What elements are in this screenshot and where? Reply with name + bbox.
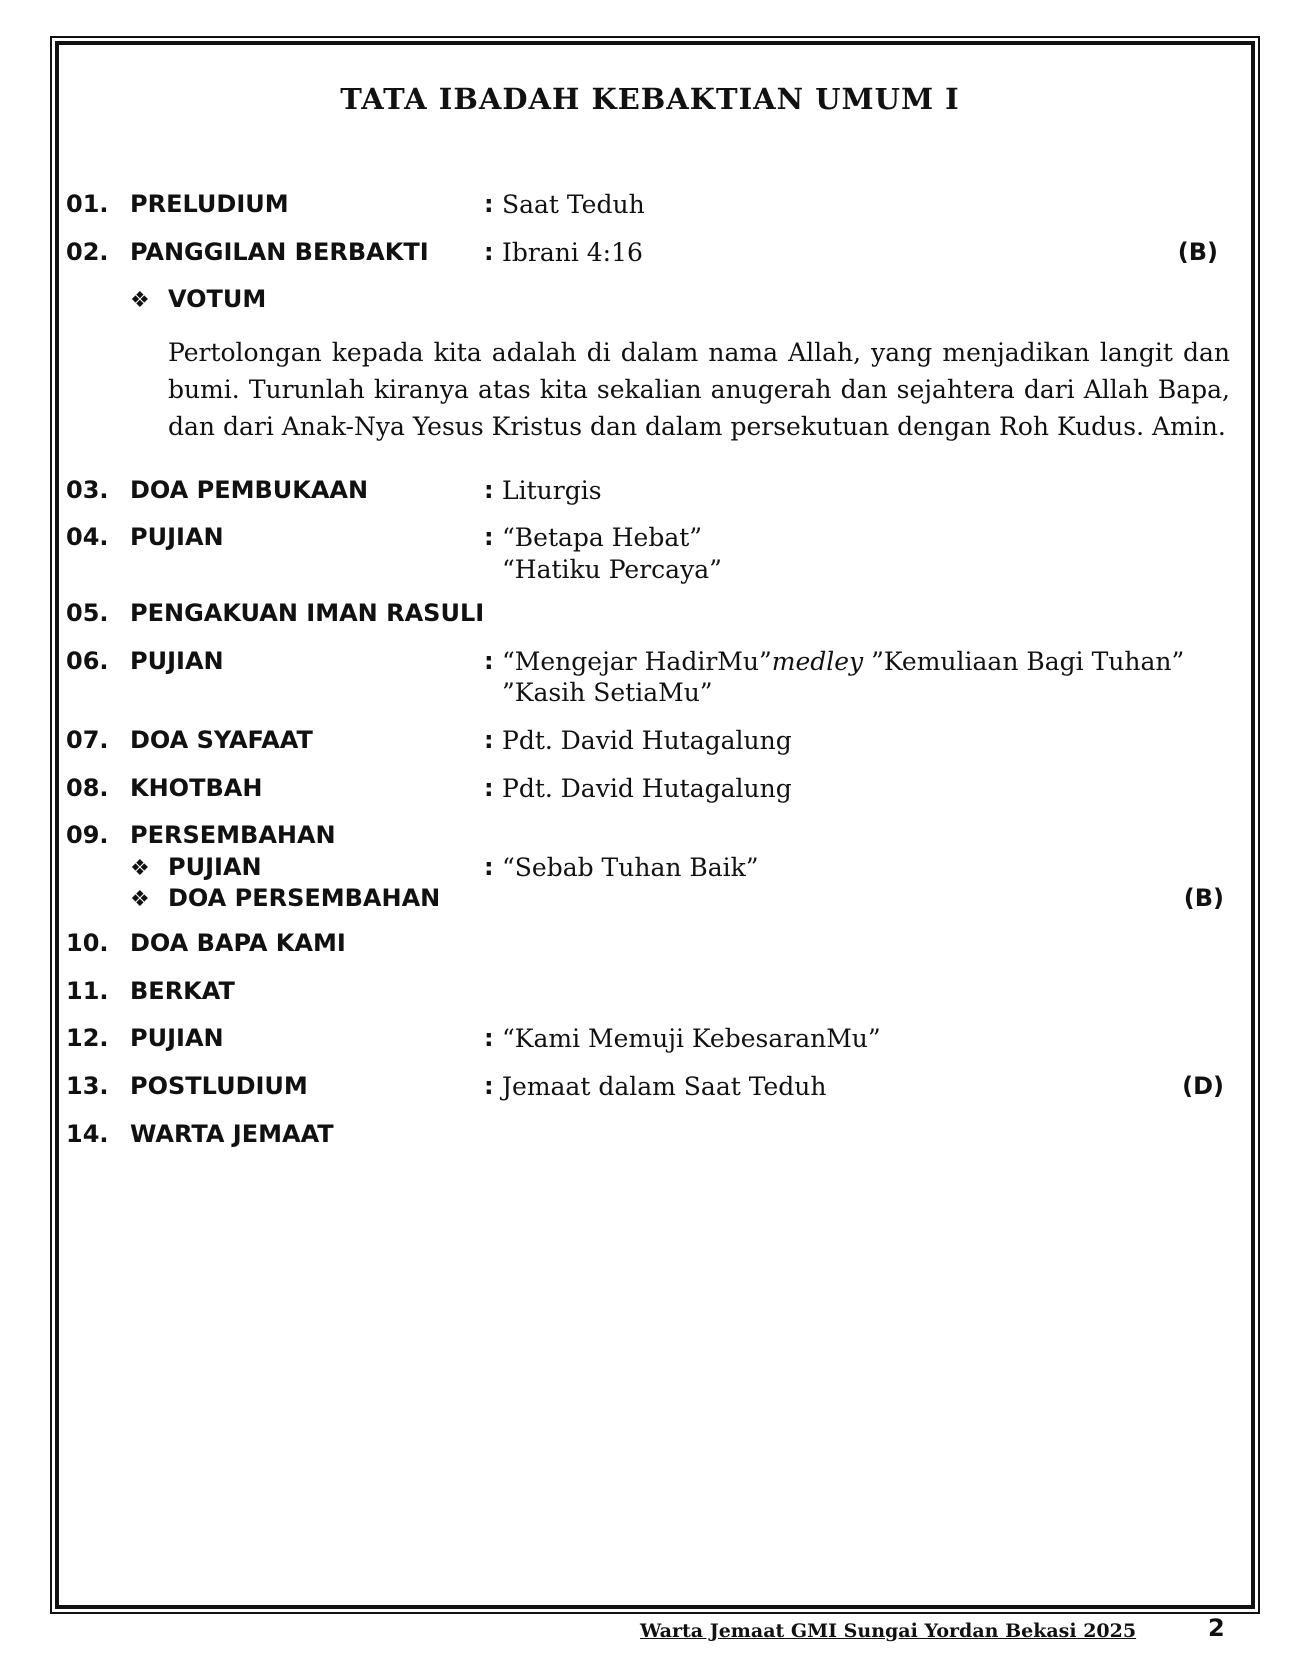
item-label: DOA PEMBUKAAN bbox=[130, 476, 369, 504]
footer-text: Warta Jemaat GMI Sungai Yordan Bekasi 2025 bbox=[640, 1620, 1137, 1642]
item-number: 05. bbox=[66, 599, 109, 627]
item-colon: : bbox=[484, 774, 494, 802]
item-value: “Betapa Hebat” bbox=[502, 523, 703, 552]
order-item-13 bbox=[0, 1072, 1300, 1108]
item-number: 14. bbox=[66, 1120, 109, 1148]
item-number: 01. bbox=[66, 190, 109, 218]
item-label: KHOTBAH bbox=[130, 774, 263, 802]
order-item-04-line2 bbox=[0, 555, 1300, 591]
item-number: 13. bbox=[66, 1072, 109, 1100]
item-label: PRELUDIUM bbox=[130, 190, 289, 218]
item-number: 09. bbox=[66, 821, 109, 849]
order-item-07 bbox=[0, 726, 1300, 762]
item-number: 08. bbox=[66, 774, 109, 802]
order-item-06-line2 bbox=[0, 678, 1300, 714]
votum-heading bbox=[0, 285, 1300, 321]
item-colon: : bbox=[484, 190, 494, 218]
order-item-04 bbox=[0, 523, 1300, 559]
item-label: DOA SYAFAAT bbox=[130, 726, 313, 754]
item-number: 06. bbox=[66, 647, 109, 675]
item-label: PANGGILAN BERBAKTI bbox=[130, 238, 429, 266]
sub-label: DOA PERSEMBAHAN bbox=[168, 884, 441, 912]
item-value-line2: “Hatiku Percaya” bbox=[502, 555, 722, 584]
item-value: “Sebab Tuhan Baik” bbox=[502, 853, 759, 882]
order-item-05 bbox=[0, 599, 1300, 635]
item-colon: : bbox=[484, 476, 494, 504]
item-label: PENGAKUAN IMAN RASULI bbox=[130, 599, 485, 627]
item-value: Pdt. David Hutagalung bbox=[502, 774, 792, 803]
order-item-14 bbox=[0, 1120, 1300, 1156]
item-colon: : bbox=[484, 726, 494, 754]
item-number: 02. bbox=[66, 238, 109, 266]
song-title: ”Kemuliaan Bagi Tuhan” bbox=[863, 647, 1185, 676]
item-colon: : bbox=[484, 647, 494, 675]
item-label: PUJIAN bbox=[130, 1024, 224, 1052]
item-value: Pdt. David Hutagalung bbox=[502, 726, 792, 755]
item-value: “Kami Memuji KebesaranMu” bbox=[502, 1024, 881, 1053]
song-title: “Mengejar HadirMu” bbox=[502, 647, 772, 676]
item-number: 10. bbox=[66, 929, 109, 957]
item-value: Saat Teduh bbox=[502, 190, 645, 219]
diamond-bullet-icon: ❖ bbox=[130, 856, 150, 881]
votum-text: Pertolongan kepada kita adalah di dalam nama Allah, yang menjadikan langit dan bumi. Turunlah kiranya atas kita sekalian anugerah dan sejahtera dari Allah Bapa, dan dari Anak-Nya Yesus Kristus dan dalam persekutuan dengan Roh Kudus. Amin. bbox=[168, 338, 1230, 441]
item-tag: (B) bbox=[1177, 238, 1218, 266]
page-title: TATA IBADAH KEBAKTIAN UMUM I bbox=[340, 82, 960, 116]
order-item-11 bbox=[0, 977, 1300, 1013]
item-label: DOA BAPA KAMI bbox=[130, 929, 346, 957]
item-number: 11. bbox=[66, 977, 109, 1005]
persembahan-sub-doa bbox=[0, 884, 1300, 920]
item-value: Ibrani 4:16 bbox=[502, 238, 643, 267]
sub-label: PUJIAN bbox=[168, 853, 262, 881]
item-colon: : bbox=[484, 238, 494, 266]
order-item-01 bbox=[0, 190, 1300, 226]
item-label: BERKAT bbox=[130, 977, 235, 1005]
item-colon: : bbox=[484, 853, 494, 881]
item-tag: (B) bbox=[1183, 884, 1224, 912]
item-value: Jemaat dalam Saat Teduh bbox=[502, 1072, 827, 1101]
item-label: POSTLUDIUM bbox=[130, 1072, 308, 1100]
item-value bbox=[502, 647, 1184, 676]
item-number: 04. bbox=[66, 523, 109, 551]
medley-word: medley bbox=[771, 647, 864, 676]
item-number: 12. bbox=[66, 1024, 109, 1052]
item-number: 07. bbox=[66, 726, 109, 754]
item-tag: (D) bbox=[1182, 1072, 1224, 1100]
item-label: PUJIAN bbox=[130, 523, 224, 551]
item-label: PERSEMBAHAN bbox=[130, 821, 336, 849]
diamond-bullet-icon: ❖ bbox=[130, 887, 150, 912]
item-value-line2: ”Kasih SetiaMu” bbox=[502, 678, 713, 707]
order-item-12 bbox=[0, 1024, 1300, 1060]
item-label: WARTA JEMAAT bbox=[130, 1120, 334, 1148]
votum-label: VOTUM bbox=[168, 285, 267, 313]
item-value: Liturgis bbox=[502, 476, 602, 505]
item-number: 03. bbox=[66, 476, 109, 504]
item-label: PUJIAN bbox=[130, 647, 224, 675]
order-item-03 bbox=[0, 476, 1300, 512]
order-item-09 bbox=[0, 821, 1300, 857]
diamond-bullet-icon: ❖ bbox=[130, 288, 150, 313]
item-colon: : bbox=[484, 523, 494, 551]
page-number: 2 bbox=[1208, 1614, 1225, 1642]
order-item-10 bbox=[0, 929, 1300, 965]
item-colon: : bbox=[484, 1024, 494, 1052]
order-item-08 bbox=[0, 774, 1300, 810]
item-colon: : bbox=[484, 1072, 494, 1100]
order-item-02 bbox=[0, 238, 1300, 274]
